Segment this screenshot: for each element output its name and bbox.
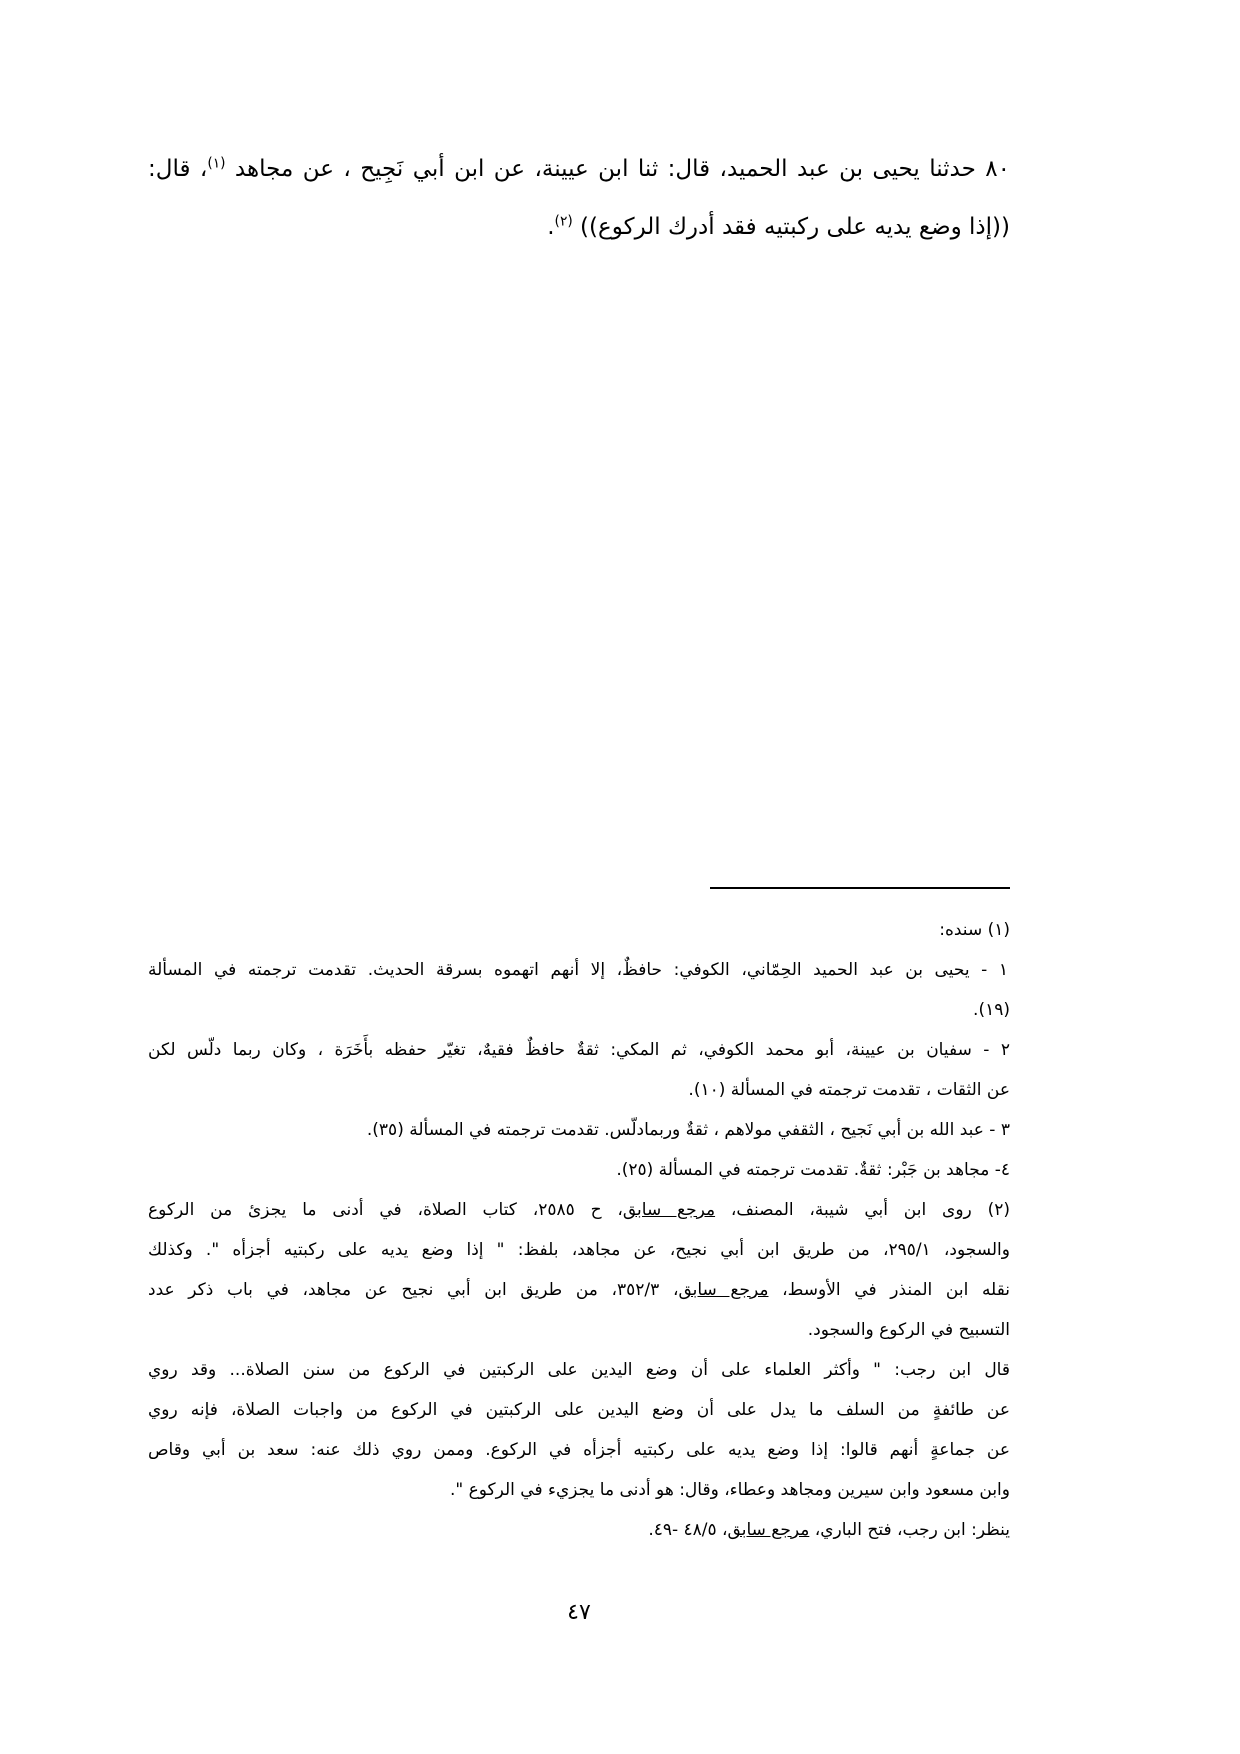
- main-text: [148, 140, 1010, 256]
- text-segment: ، ٤٨/٥ -٤٩.: [648, 1520, 728, 1540]
- footnote-1-narrator-4: ٤- مجاهد بن جَبْر: ثقةٌ. تقدمت ترجمته في المسألة (٢٥).: [616, 1160, 1010, 1180]
- footnotes: [148, 910, 1010, 1550]
- footnote-1-heading: (١) سنده:: [939, 920, 1010, 940]
- document-page: [148, 0, 1010, 1754]
- text-segment: ((إذا وضع يديه على ركبتيه فقد أدرك الركوع)): [572, 214, 1010, 240]
- main-text-line: [148, 198, 1010, 256]
- text-segment: ، ح ٢٥٨٥، كتاب الصلاة، في أدنى ما يجزئ من الركوع: [148, 1200, 623, 1220]
- footnote-2-line: والسجود، ٢٩٥/١، من طريق ابن أبي نجيح، عن مجاهد، بلفظ: " إذا وضع يديه على ركبتيه أجزأه ". وكذلك: [148, 1240, 1010, 1260]
- footnote-2-line: [148, 1510, 1010, 1550]
- text-segment: ينظر: ابن رجب، فتح الباري،: [809, 1520, 1010, 1540]
- footnote-ref-1[interactable]: (١): [207, 155, 226, 172]
- text-segment: ٨٠ حدثنا يحيى بن عبد الحميد، قال: ثنا ابن عيينة، عن ابن أبي نَجِيح ، عن مجاهد: [225, 156, 1010, 182]
- footnote-1-narrator-1-cont: (١٩).: [973, 1000, 1010, 1020]
- footnote-1-narrator-1: ١ - يحيى بن عبد الحميد الحِمّاني، الكوفي: حافظٌ، إلا أنهم اتهموه بسرقة الحديث. تقدمت ترجمته في المسألة: [148, 960, 1008, 980]
- footnote-2-line: [148, 1270, 1010, 1310]
- footnote-2-line: قال ابن رجب: " وأكثر العلماء على أن وضع اليدين على الركبتين في الركوع من سنن الصلاة... وقد روي: [148, 1360, 1010, 1380]
- footnote-2-line: [148, 1190, 1010, 1230]
- main-text-line: [148, 140, 1010, 198]
- text-segment: (٢) روى ابن أبي شيبة، المصنف،: [715, 1200, 1010, 1220]
- text-segment: ، ٣٥٢/٣، من طريق ابن أبي نجيح عن مجاهد، في باب ذكر عدد: [148, 1280, 679, 1300]
- text-segment: .: [547, 214, 555, 240]
- footnote-2-line: وابن مسعود وابن سيرين ومجاهد وعطاء، وقال: هو أدنى ما يجزيء في الركوع ".: [449, 1480, 1010, 1500]
- reference-link[interactable]: مرجع سابق: [622, 1200, 716, 1220]
- footnote-2-line: عن جماعةٍ أنهم قالوا: إذا وضع يديه على ركبتيه أجزأه في الركوع. وممن روي ذلك عنه: سعد بن أبي وقاص: [148, 1440, 1010, 1460]
- text-segment: نقله ابن المنذر في الأوسط،: [768, 1280, 1011, 1300]
- footnote-separator: [710, 887, 1010, 889]
- footnote-1-narrator-2: ٢ - سفيان بن عيينة، أبو محمد الكوفي، ثم المكي: ثقةٌ حافظٌ فقيهٌ، تغيّر حفظه بأَخَرَة ، وكان ربما دلّس لكن: [148, 1040, 1010, 1060]
- footnote-ref-2[interactable]: (٢): [554, 213, 573, 230]
- reference-link[interactable]: مرجع سابق: [727, 1520, 810, 1540]
- footnote-1-narrator-3: ٣ - عبد الله بن أبي نَجيح ، الثقفي مولاهم ، ثقةٌ وربمادلّس. تقدمت ترجمته في المسألة (٣٥).: [366, 1120, 1010, 1140]
- text-segment: ، قال:: [148, 156, 208, 182]
- footnote-2-line: عن طائفةٍ من السلف ما يدل على أن وضع اليدين على الركبتين في الركوع من واجبات الصلاة، فإنه روي: [148, 1400, 1010, 1420]
- reference-link[interactable]: مرجع سابق: [678, 1280, 769, 1300]
- footnote-1-narrator-2-cont: عن الثقات ، تقدمت ترجمته في المسألة (١٠).: [688, 1080, 1010, 1100]
- footnote-2-line: التسبيح في الركوع والسجود.: [807, 1320, 1010, 1340]
- page-number: ٤٧: [567, 1600, 591, 1625]
